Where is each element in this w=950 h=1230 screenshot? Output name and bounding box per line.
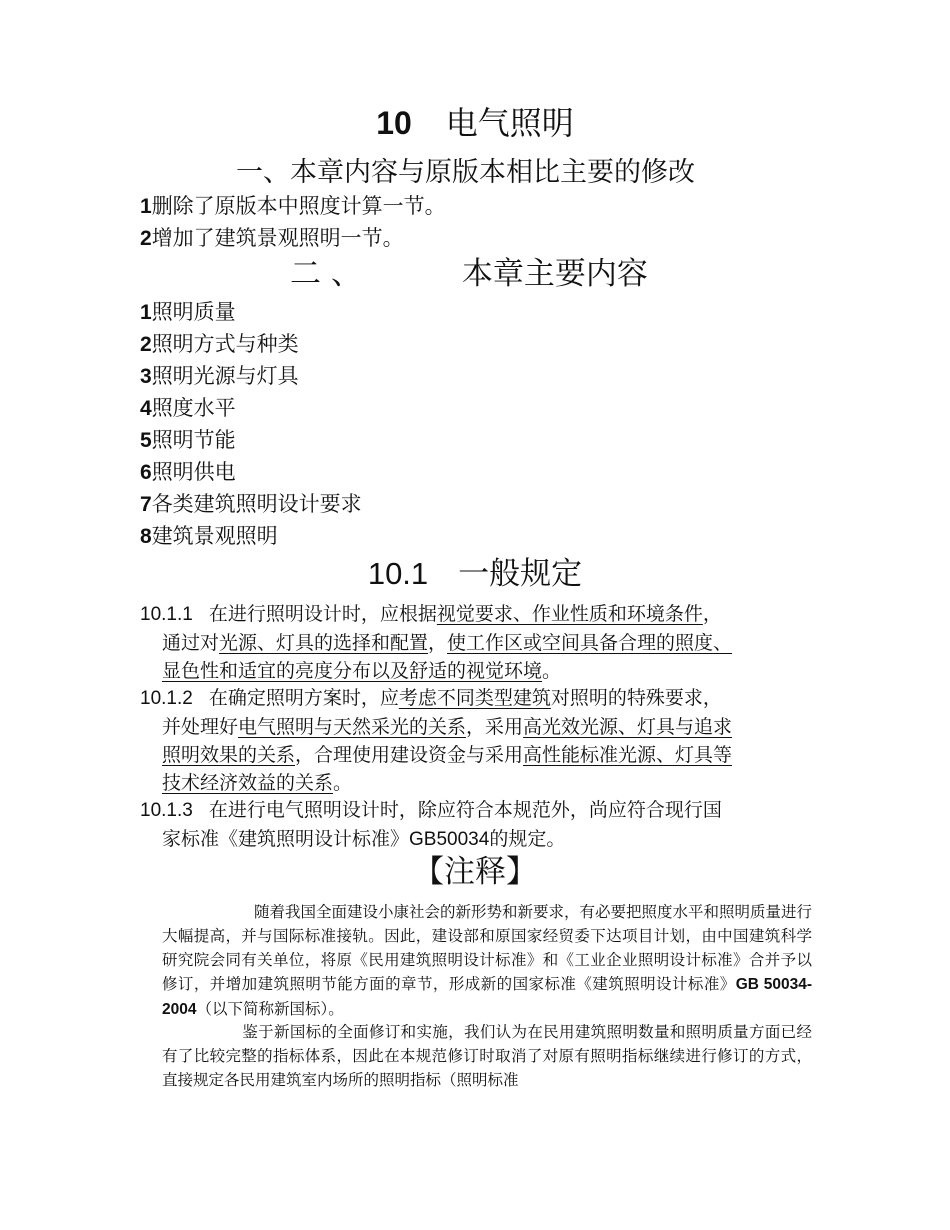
clause-text: 并处理好 bbox=[162, 716, 239, 738]
list-item bbox=[140, 520, 278, 550]
list-item bbox=[140, 424, 236, 454]
item-number: 4 bbox=[140, 397, 152, 420]
chapter-number: 10 bbox=[376, 105, 412, 141]
item-number: 7 bbox=[140, 493, 152, 516]
item-text: 照明方式与种类 bbox=[151, 332, 299, 356]
item-number: 5 bbox=[140, 429, 152, 452]
section-one-heading: 一、本章内容与原版本相比主要的修改 bbox=[236, 157, 695, 188]
clause-text: 在进行照明设计时，应根据 bbox=[208, 603, 437, 625]
list-item bbox=[140, 392, 236, 422]
clause-text: 。 bbox=[542, 660, 562, 682]
section-two-title: 本章主要内容 bbox=[461, 256, 648, 292]
list-item bbox=[140, 456, 236, 486]
item-number: 2 bbox=[140, 227, 152, 250]
clause-10-1-2 bbox=[140, 684, 732, 797]
clause-text: 对照明的特殊要求， bbox=[550, 687, 722, 709]
item-text: 各类建筑照明设计要求 bbox=[151, 492, 362, 516]
item-text: 增加了建筑景观照明一节。 bbox=[151, 226, 404, 250]
clause-text: ，合理使用建设资金与采用 bbox=[295, 744, 524, 766]
standard-code: GB 50034-2004 bbox=[162, 976, 812, 1018]
clause-text: ， bbox=[702, 603, 722, 625]
annotation-paragraph-2 bbox=[162, 1020, 812, 1092]
chapter-title-text: 电气照明 bbox=[445, 104, 574, 142]
clause-text: 通过对 bbox=[162, 632, 220, 654]
item-text: 建筑景观照明 bbox=[151, 524, 278, 548]
standard-code: GB50034 bbox=[409, 829, 490, 850]
underlined-text: 技术经济效益的关系 bbox=[162, 772, 334, 794]
underlined-text: 显色性和适宜的亮度分布以及舒适的视觉环境 bbox=[162, 660, 543, 682]
annotation-heading: 【注释】 bbox=[413, 854, 537, 890]
item-number: 1 bbox=[140, 301, 152, 324]
underlined-text: 电气照明与天然采光的关系 bbox=[238, 716, 467, 738]
section-two-heading bbox=[290, 248, 648, 293]
list-item bbox=[140, 488, 362, 518]
clause-text: 在确定照明方案时，应 bbox=[208, 687, 399, 709]
clause-text: 的规定。 bbox=[489, 828, 566, 850]
clause-text: 在进行电气照明设计时，除应符合本规范外，尚应符合现行国 bbox=[208, 799, 722, 821]
item-text: 照明光源与灯具 bbox=[151, 364, 299, 388]
item-text: 照明节能 bbox=[151, 428, 236, 452]
item-text: 照明质量 bbox=[151, 300, 236, 324]
chapter-title bbox=[0, 98, 950, 144]
clause-text: ， bbox=[428, 632, 448, 654]
clause-text: 家标准《建筑照明设计标准》 bbox=[162, 828, 410, 850]
underlined-text: 照明效果的关系 bbox=[162, 744, 296, 766]
item-text: 照度水平 bbox=[151, 396, 236, 420]
annotation-text: 随着我国全面建设小康社会的新形势和新要求，有必要把照度水平和照明质量进行大幅提高，并与国际标准接轨。因此，建设部和原国家经贸委下达项目计划，由中国建筑科学研究院会同有关单位，将原《民用建筑照明设计标准》和《工业企业照明设计标准》合并予以修订，并增加建筑照明节能方面的章节，形成新的国家标准《建筑照明设计标准》 bbox=[162, 903, 813, 993]
item-number: 3 bbox=[140, 365, 152, 388]
clause-text: 。 bbox=[333, 772, 353, 794]
clause-text: ，采用 bbox=[466, 716, 524, 738]
underlined-text: 光源、灯具的选择和配置 bbox=[219, 632, 429, 654]
annotation-text: （以下简称新国标）。 bbox=[196, 1000, 344, 1018]
section-two-prefix: 二 、 bbox=[290, 256, 362, 292]
list-item bbox=[140, 360, 299, 390]
list-item bbox=[140, 296, 236, 326]
list-item bbox=[140, 190, 446, 220]
underlined-text: 使工作区或空间具备合理的照度、 bbox=[447, 632, 733, 654]
clause-10-1-1 bbox=[140, 600, 732, 685]
annotation-paragraph-1 bbox=[162, 900, 812, 1022]
clause-number: 10.1.3 bbox=[140, 800, 193, 821]
item-number: 8 bbox=[140, 525, 152, 548]
underlined-text: 高光效光源、灯具与追求 bbox=[523, 716, 733, 738]
list-item bbox=[140, 328, 299, 358]
item-number: 1 bbox=[140, 195, 152, 218]
item-number: 6 bbox=[140, 461, 152, 484]
section-10-1-heading bbox=[0, 548, 950, 593]
underlined-text: 考虑不同类型建筑 bbox=[398, 687, 551, 709]
clause-number: 10.1.2 bbox=[140, 688, 193, 709]
section-title: 一般规定 bbox=[458, 556, 583, 592]
clause-number: 10.1.1 bbox=[140, 604, 193, 625]
item-number: 2 bbox=[140, 333, 152, 356]
annotation-text: 鉴于新国标的全面修订和实施，我们认为在民用建筑照明数量和照明质量方面已经有了比较完整的指标体系，因此在本规范修订时取消了对原有照明指标继续进行修订的方式，直接规定各民用建筑室内场所的照明指标（照明标准 bbox=[162, 1023, 812, 1089]
underlined-text: 高性能标准光源、灯具等 bbox=[523, 744, 733, 766]
item-text: 删除了原版本中照度计算一节。 bbox=[151, 194, 446, 218]
item-text: 照明供电 bbox=[151, 460, 236, 484]
underlined-text: 视觉要求、作业性质和环境条件 bbox=[436, 603, 703, 625]
section-number: 10.1 bbox=[367, 556, 429, 591]
